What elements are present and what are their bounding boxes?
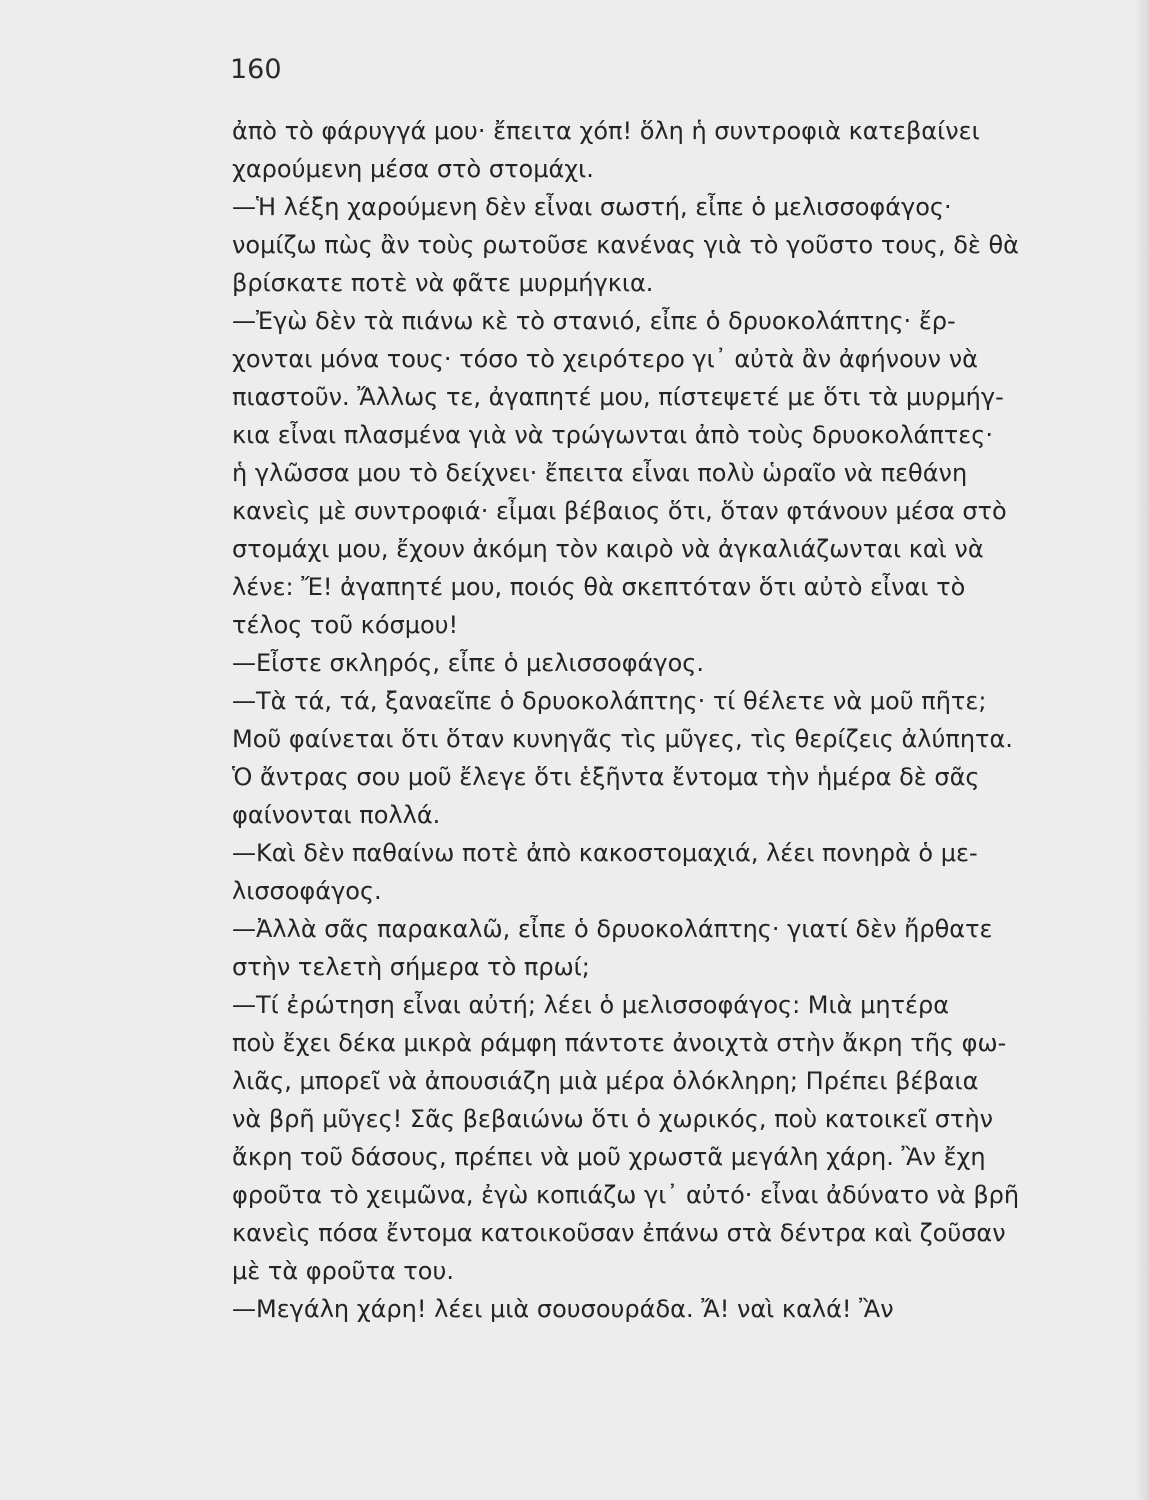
text-line: πιαστοῦν. Ἄλλως τε, ἀγαπητέ μου, πίστεψετέ με ὅτι τὰ μυρμήγ- xyxy=(232,383,1004,411)
text-line: στὴν τελετὴ σήμερα τὸ πρωί; xyxy=(232,953,590,981)
text-line: βρίσκατε ποτὲ νὰ φᾶτε μυρμήγκια. xyxy=(232,269,654,297)
text-line: ποὺ ἔχει δέκα μικρὰ ράμφη πάντοτε ἀνοιχτὰ στὴν ἄκρη τῆς φω- xyxy=(232,1029,1007,1057)
text-line: κια εἶναι πλασμένα γιὰ νὰ τρώγωνται ἀπὸ τοὺς δρυοκολάπτες· xyxy=(232,421,993,449)
text-line: φαίνονται πολλά. xyxy=(232,801,441,829)
text-line: ἀπὸ τὸ φάρυγγά μου· ἔπειτα χόπ! ὅλη ἡ συντροφιὰ κατεβαίνει xyxy=(232,117,980,145)
text-line: —Τὰ τά, τά, ξαναεῖπε ὁ δρυοκολάπτης· τί θέλετε νὰ μοῦ πῆτε; xyxy=(232,687,987,715)
text-line: —Καὶ δὲν παθαίνω ποτὲ ἀπὸ κακοστομαχιά, λέει πονηρὰ ὁ με- xyxy=(232,839,978,867)
text-line: λένε: Ἔ! ἀγαπητέ μου, ποιός θὰ σκεπτόταν ὅτι αὐτὸ εἶναι τὸ xyxy=(232,573,966,601)
text-line: κανεὶς μὲ συντροφιά· εἶμαι βέβαιος ὅτι, ὅταν φτάνουν μέσα στὸ xyxy=(232,497,1007,525)
text-line: μὲ τὰ φροῦτα του. xyxy=(232,1257,454,1285)
page-number: 160 xyxy=(230,54,282,85)
text-line: —Τί ἐρώτηση εἶναι αὐτή; λέει ὁ μελισσοφάγος: Μιὰ μητέρα xyxy=(232,991,950,1019)
text-line: ἄκρη τοῦ δάσους, πρέπει νὰ μοῦ χρωστᾶ μεγάλη χάρη. Ἂν ἔχη xyxy=(232,1143,986,1171)
page-edge-shadow xyxy=(1135,0,1149,1500)
text-line: —Ἡ λέξη χαρούμενη δὲν εἶναι σωστή, εἶπε ὁ μελισσοφάγος· xyxy=(232,193,952,221)
text-line: λισσοφάγος. xyxy=(232,877,382,905)
text-line: τέλος τοῦ κόσμου! xyxy=(232,611,459,639)
text-line: φροῦτα τὸ χειμῶνα, ἐγὼ κοπιάζω γι᾿ αὐτό· εἶναι ἀδύνατο νὰ βρῆ xyxy=(232,1181,1020,1209)
text-line: —Μεγάλη χάρη! λέει μιὰ σουσουράδα. Ἄ! ναὶ καλά! Ἂν xyxy=(232,1295,894,1323)
text-line: νὰ βρῆ μῦγες! Σᾶς βεβαιώνω ὅτι ὁ χωρικός, ποὺ κατοικεῖ στὴν xyxy=(232,1105,994,1133)
text-line: χαρούμενη μέσα στὸ στομάχι. xyxy=(232,155,594,183)
text-line: —Εἶστε σκληρός, εἶπε ὁ μελισσοφάγος. xyxy=(232,649,704,677)
text-line: στομάχι μου, ἔχουν ἀκόμη τὸν καιρὸ νὰ ἀγκαλιάζωνται καὶ νὰ xyxy=(232,535,984,563)
text-line: χονται μόνα τους· τόσο τὸ χειρότερο γι᾿ αὐτὰ ἂν ἀφήνουν νὰ xyxy=(232,345,978,373)
text-line: —Ἀλλὰ σᾶς παρακαλῶ, εἶπε ὁ δρυοκολάπτης· γιατί δὲν ἤρθατε xyxy=(232,915,993,943)
text-line: Ὁ ἄντρας σου μοῦ ἔλεγε ὅτι ἑξῆντα ἔντομα τὴν ἡμέρα δὲ σᾶς xyxy=(232,763,980,791)
text-line: λιᾶς, μπορεῖ νὰ ἀπουσιάζη μιὰ μέρα ὁλόκληρη; Πρέπει βέβαια xyxy=(232,1067,979,1095)
text-line: κανεὶς πόσα ἔντομα κατοικοῦσαν ἐπάνω στὰ δέντρα καὶ ζοῦσαν xyxy=(232,1219,1006,1247)
text-line: ἡ γλῶσσα μου τὸ δείχνει· ἔπειτα εἶναι πολὺ ὡραῖο νὰ πεθάνη xyxy=(232,459,968,487)
text-line: —Ἐγὼ δὲν τὰ πιάνω κὲ τὸ στανιό, εἶπε ὁ δρυοκολάπτης· ἔρ- xyxy=(232,307,956,335)
text-line: νομίζω πὼς ἂν τοὺς ρωτοῦσε κανένας γιὰ τὸ γοῦστο τους, δὲ θὰ xyxy=(232,231,1019,259)
text-line: Μοῦ φαίνεται ὅτι ὅταν κυνηγᾶς τὶς μῦγες, τὶς θερίζεις ἀλύπητα. xyxy=(232,725,1013,753)
